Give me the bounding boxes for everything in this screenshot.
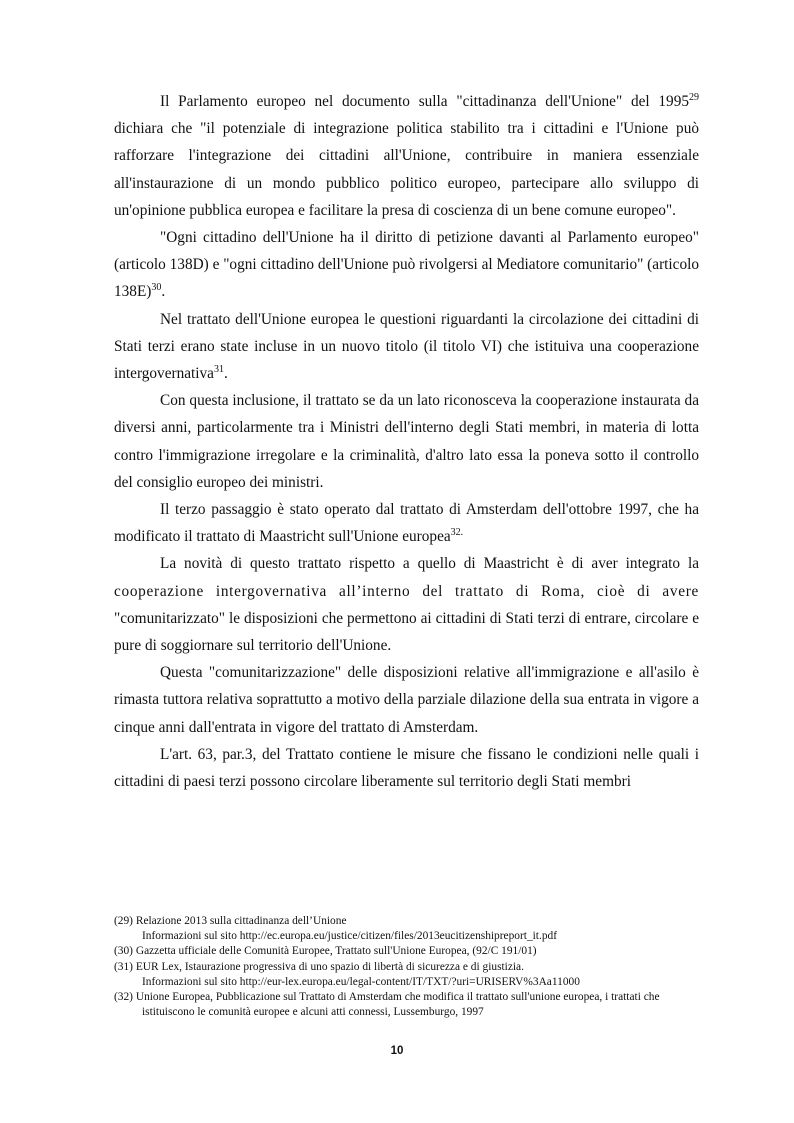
paragraph-3 bbox=[114, 306, 699, 388]
paragraph-6-text: La novità di questo trattato rispetto a quello di Maastricht è di aver integrato la bbox=[160, 555, 699, 573]
paragraph-8 bbox=[114, 741, 699, 795]
paragraph-6 bbox=[114, 550, 699, 659]
paragraph-3-text: Nel trattato dell'Unione europea le questioni riguardanti la circolazione dei cittadini di Stati terzi erano state incluse in un nuovo titolo (il titolo VI) che istituiva una cooperazione intergovernativa bbox=[114, 310, 699, 383]
paragraph-6-wide-line: cooperazione intergovernativa all’interno del trattato di Roma, cioè di avere bbox=[114, 582, 699, 600]
paragraph-5 bbox=[114, 496, 699, 550]
footnote-ref-32: 32. bbox=[450, 527, 464, 539]
paragraph-8-text: L'art. 63, par.3, del Trattato contiene le misure che fissano le condizioni nelle quali i cittadini di paesi terzi possono circolare liberamente sul territorio degli Stati membri bbox=[114, 745, 699, 791]
footnote-text: Gazzetta ufficiale delle Comunità Europee, Trattato sull'Unione Europea, (92/C 191/01) bbox=[135, 945, 537, 958]
footnote-number: (30) bbox=[114, 945, 133, 958]
paragraph-2 bbox=[114, 224, 699, 306]
main-body-text bbox=[114, 88, 699, 795]
footnote-number: (32) bbox=[114, 991, 133, 1004]
paragraph-7 bbox=[114, 659, 699, 741]
paragraph-2-cont: . bbox=[161, 283, 166, 301]
footnote-text: Relazione 2013 sulla cittadinanza dell’Unione bbox=[135, 915, 347, 927]
paragraph-1-cont: dichiara che "il potenziale di integrazione politica stabilito tra i cittadini e l'Unione può rafforzare l'integrazione dei cittadini all'Unione, contribuire in maniera essenziale all'instaurazione di un mondo pubblico politico europeo, partecipare allo sviluppo di un'opinione pubblica europea e facilitare la presa di coscienza di un bene comune europeo". bbox=[114, 120, 699, 219]
footnote-text: EUR Lex, Istaurazione progressiva di uno spazio di libertà di sicurezza e di giustizia. bbox=[135, 960, 524, 973]
paragraph-4 bbox=[114, 387, 699, 496]
footnote-ref-31: 31 bbox=[213, 364, 224, 376]
paragraph-6-cont: "comunitarizzato" le disposizioni che permettono ai cittadini di Stati terzi di entrare, circolare e pure di soggiornare sul territorio dell'Unione. bbox=[114, 609, 699, 655]
paragraph-5-text: Il terzo passaggio è stato operato dal trattato di Amsterdam dell'ottobre 1997, che ha modificato il trattato di Maastricht sull'Unione europea bbox=[114, 501, 699, 546]
page-number: 10 bbox=[390, 1045, 404, 1057]
paragraph-1-text: Il Parlamento europeo nel documento sulla "cittadinanza dell'Unione" del 1995 bbox=[160, 93, 689, 110]
footnote-number: (29) bbox=[114, 915, 133, 927]
footnote-ref-29: 29 bbox=[689, 92, 699, 103]
footnote-31 bbox=[114, 960, 699, 990]
paragraph-1 bbox=[114, 88, 699, 224]
footnote-ref-30: 30 bbox=[151, 282, 162, 294]
footnote-32 bbox=[114, 990, 699, 1020]
paragraph-2-text: "Ogni cittadino dell'Unione ha il diritto di petizione davanti al Parlamento europeo" (articolo 138D) e "ogni cittadino dell'Unione può rivolgersi al Mediatore comunitario" (articolo 138E) bbox=[114, 229, 699, 301]
footnote-text: Unione Europea, Pubblicazione sul Trattato di Amsterdam che modifica il trattato sull'unione europea, i trattati che istituiscono le comunità europee e alcuni atti connessi, Lussemburgo, 1997 bbox=[135, 991, 660, 1019]
paragraph-7-text: Questa "comunitarizzazione" delle disposizioni relative all'immigrazione e all'asilo è rimasta tuttora relativa soprattutto a motivo della parziale dilazione della sua entrata in vigore a cinque anni dall'entrata in vigore del trattato di Amsterdam. bbox=[114, 664, 699, 736]
footnote-url: Informazioni sul sito http://ec.europa.eu/justice/citizen/files/2013eucitizenshipreport_it.pdf bbox=[142, 930, 558, 943]
footnote-url: Informazioni sul sito http://eur-lex.europa.eu/legal-content/IT/TXT/?uri=URISERV%3Aa11000 bbox=[142, 975, 580, 988]
paragraph-3-cont: . bbox=[223, 365, 228, 383]
footnotes bbox=[114, 914, 699, 1020]
footnote-29 bbox=[114, 914, 699, 944]
footnote-30 bbox=[114, 944, 699, 959]
paragraph-4-text: Con questa inclusione, il trattato se da un lato riconosceva la cooperazione instaurata da diversi anni, particolarmente tra i Ministri dell'interno degli Stati membri, in materia di lotta contro l'immigrazione irregolare e la criminalità, d'altro lato essa la poneva sotto il controllo del consiglio europeo dei ministri. bbox=[114, 392, 699, 491]
footnote-number: (31) bbox=[114, 960, 133, 973]
